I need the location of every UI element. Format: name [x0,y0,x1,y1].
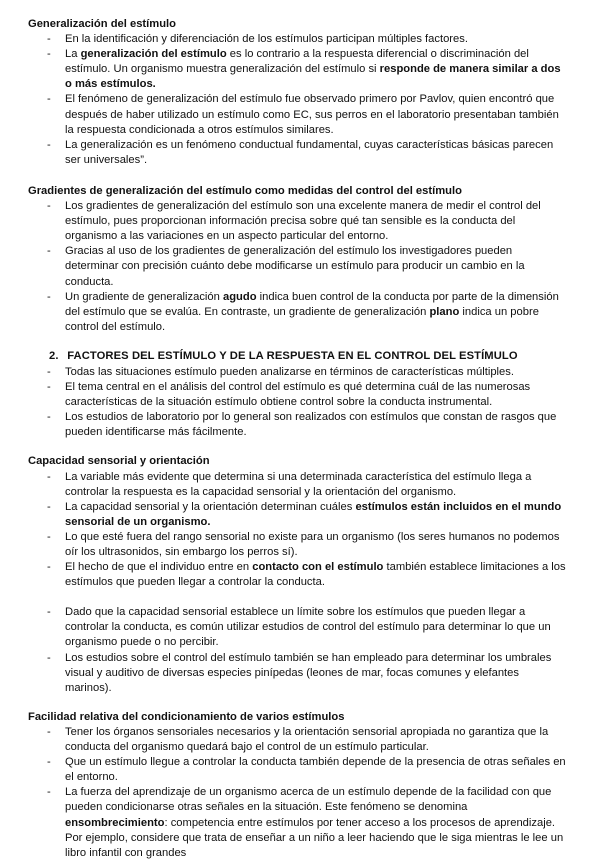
bullet-list [28,32,566,168]
item-text: La generalización es un fenómeno conductual fundamental, cuyas características básicas parecen ser universales”. [65,138,554,166]
emphasis-text: contacto con el estímulo [252,561,384,574]
item-text: Los gradientes de generalización del estímulo son una excelente manera de medir el control del estímulo, pues proporcionan información precisa sobre qué tan sensible es la conducta del organismo a las variaciones en un aspecto particular del entorno. [65,200,541,243]
item-text: Que un estímulo llegue a controlar la conducta también depende de la presencia de otras señales en el entorno. [65,756,566,784]
list-item [28,785,566,860]
list-item [28,560,566,590]
emphasis-text: ensombrecimiento [65,816,165,829]
list-item [28,410,566,440]
list-item [28,380,566,410]
numbered-section-heading [49,349,566,364]
item-text: también establece limitaciones a los estímulos que pueden llegar a controlar la conducta. [65,561,566,589]
item-text: Gracias al uso de los gradientes de generalización del estímulo los investigadores pueden determinar con precisión cuánto debe modificarse un estímulo para producir un cambio en la conducta. [65,245,525,288]
section-heading: Gradientes de generalización del estímulo como medidas del control del estímulo [28,184,462,197]
emphasis-text: plano [429,305,460,318]
section-capacidad [28,454,566,695]
list-item [28,244,566,289]
item-text: En la identificación y diferenciación de los estímulos participan múltiples factores. [65,33,468,46]
item-text: La variable más evidente que determina si una determinada característica del estímulo llega a controlar la respuesta es la capacidad sensorial y la orientación del organismo. [65,470,532,498]
list-item [28,365,566,380]
item-text: Todas las situaciones estímulo pueden analizarse en términos de características múltiples. [65,365,514,378]
item-text: es lo contrario a la respuesta diferencial o discriminación del estímulo. Un organismo muestra generalización del estímulo si [65,48,529,76]
list-item [28,92,566,137]
item-text: Un gradiente de generalización [65,290,223,303]
emphasis-text: generalización del estímulo [80,48,227,61]
item-text: El hecho de que el individuo entre en [65,561,253,574]
list-item [28,530,566,560]
item-text: El fenómeno de generalización del estímulo fue observado primero por Pavlov, quien encontró que después de haber utilizado un estímulo como EC, sus perros en el laboratorio presentaban también la respuesta condicionada a otros estímulos similares. [65,93,559,136]
item-text: indica buen control de la conducta por parte de la dimensión del estímulo que se evalúa. En contraste, un gradiente de generalización [65,290,559,318]
item-text: Los estudios sobre el control del estímulo también se han empleado para determinar los umbrales visual y auditivo de diversas especies pinípedas (leones de mar, focas comunes y elefantes marinos). [65,651,552,694]
item-text: Dado que la capacidad sensorial establece un límite sobre los estímulos que pueden llegar a controlar la conducta, es común utilizar estudios de control del estímulo para determinar lo que un organismo puede o no percibir. [65,606,551,649]
bullet-list [28,199,566,335]
item-text: Tener los órganos sensoriales necesarios y la orientación sensorial apropiada no garantiza que la conducta del organismo quedará bajo el control de un estímulo particular. [65,725,549,754]
emphasis-text: responde de manera similar a dos o más estímulos. [65,63,561,91]
item-text: indica un pobre control del estímulo. [65,305,539,333]
section-facilidad [28,710,566,861]
emphasis-text: estímulos están incluidos en el mundo sensorial de un organismo. [65,500,562,528]
item-text: La capacidad sensorial y la orientación determinan cuáles [65,500,356,513]
section-factores [28,349,566,441]
list-item [28,651,566,696]
list-item [28,199,566,244]
list-item [28,725,566,755]
section-heading: Facilidad relativa del condicionamiento de varios estímulos [28,710,345,723]
section-generalizacion [28,17,566,168]
list-item [28,470,566,500]
list-item [28,500,566,530]
list-item [28,605,566,650]
bullet-list [28,470,566,696]
item-text: La fuerza del aprendizaje de un organismo acerca de un estímulo depende de la facilidad con que pueden condicionarse otras señales en la situación. Este fenómeno se denomina [65,786,552,814]
list-item [28,755,566,785]
section-gradientes [28,184,566,335]
item-text: : competencia entre estímulos por tener acceso a los procesos de aprendizaje. Por ejemplo, considere que trata de enseñar a un niño a leer haciendo que le siga mientras le lee un libro infantil con grandes [65,816,564,859]
section-heading: Capacidad sensorial y orientación [28,455,210,468]
section-heading: Generalización del estímulo [28,18,176,30]
item-text: Lo que esté fuera del rango sensorial no existe para un organismo (los seres humanos no podemos oír los ultrasonidos, sin embargo los perros sí). [65,530,560,558]
section-heading-text: FACTORES DEL ESTÍMULO Y DE LA RESPUESTA EN EL CONTROL DEL ESTÍMULO [67,349,518,362]
section-number: 2. [49,349,59,362]
item-text: Los estudios de laboratorio por lo general son realizados con estímulos que constan de rasgos que pueden identificarse más fácilmente. [65,411,557,439]
bullet-list [28,725,566,861]
item-text: El tema central en el análisis del control del estímulo es qué determina cuál de las numerosas características de la situación estímulo obtiene control sobre la conducta instrumental. [65,381,531,409]
emphasis-text: agudo [222,290,257,303]
list-item [28,32,566,47]
item-text: La [65,48,81,61]
bullet-list [28,365,566,440]
list-item [28,47,566,92]
list-item [28,290,566,335]
list-item [28,138,566,168]
